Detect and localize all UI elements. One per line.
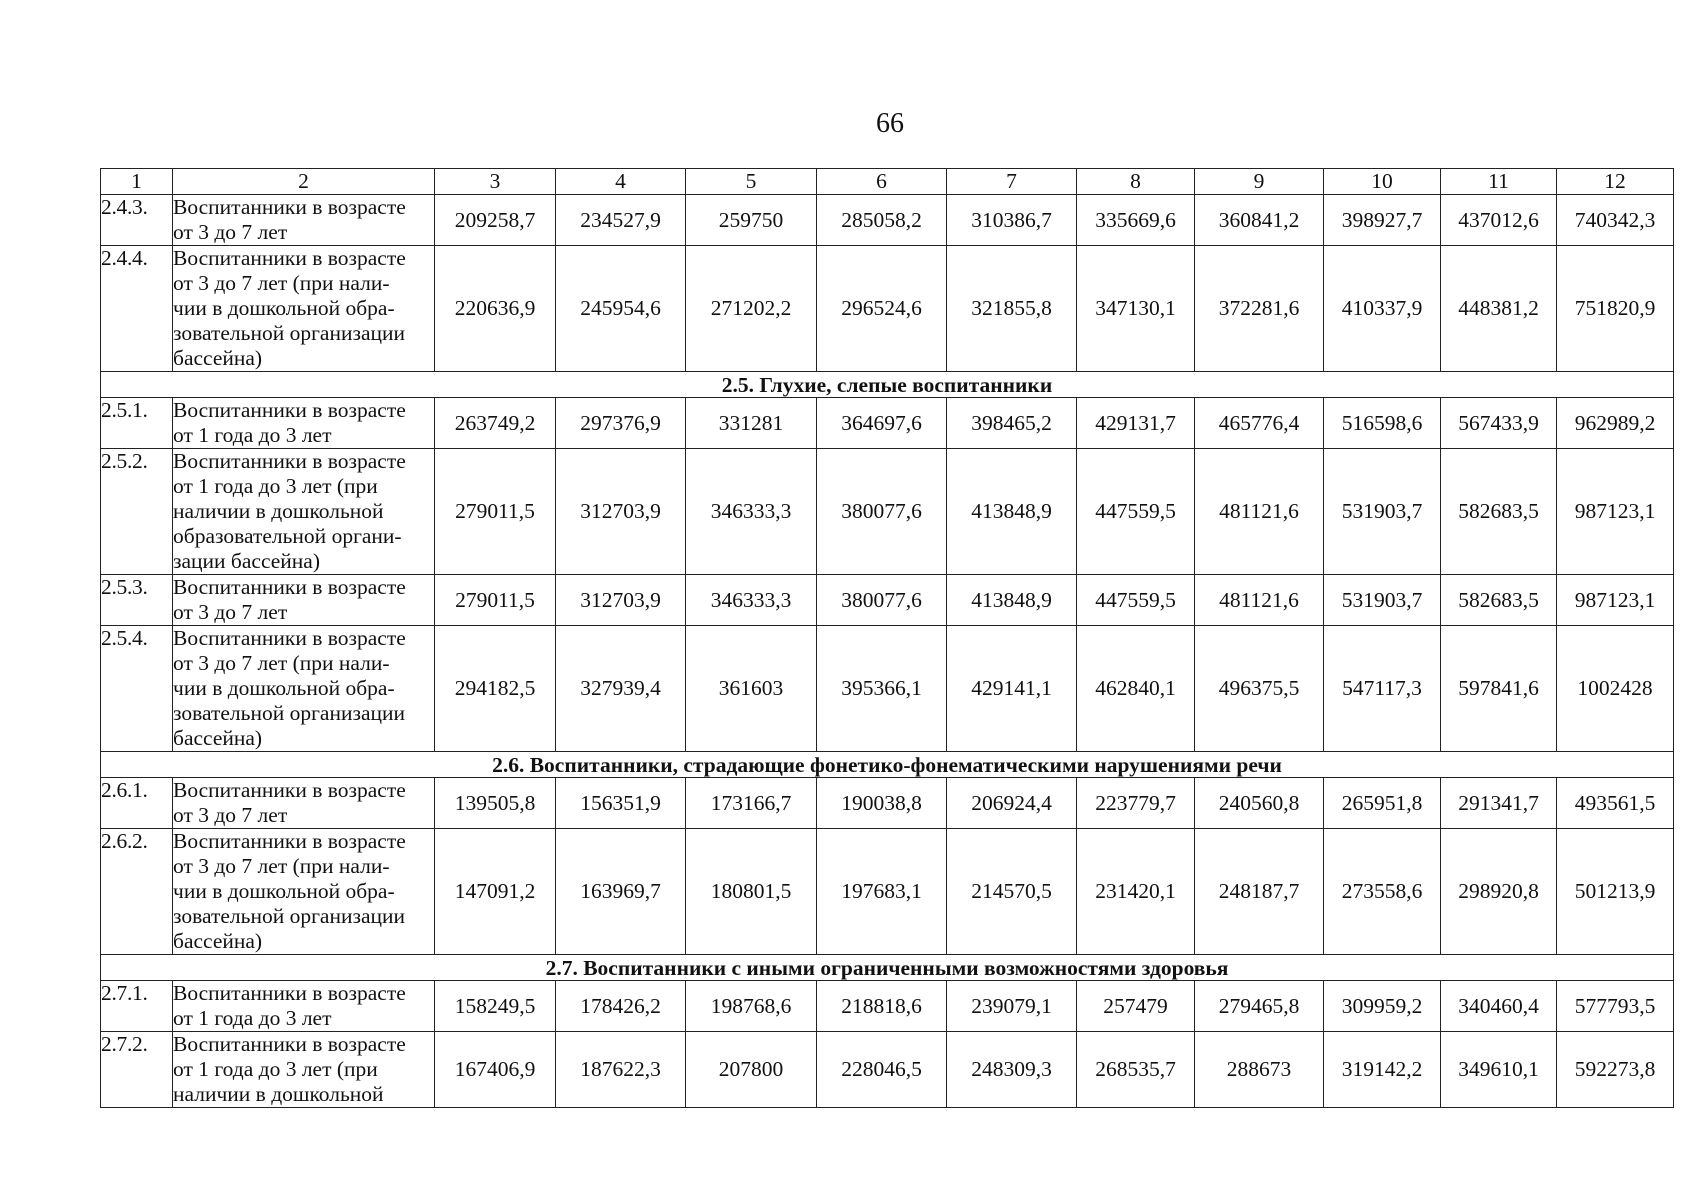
value-cell: 214570,5 <box>947 829 1077 955</box>
value-cell: 592273,8 <box>1557 1032 1674 1108</box>
value-cell: 481121,6 <box>1195 449 1324 575</box>
value-cell: 462840,1 <box>1077 626 1195 752</box>
description-line: Воспитанники в возрасте <box>173 449 406 473</box>
value-cell: 577793,5 <box>1557 981 1674 1032</box>
row-description <box>173 195 435 246</box>
table-body <box>101 169 1674 1108</box>
description-line: наличии в дошкольной <box>173 499 384 523</box>
row-number: 2.5.3. <box>101 575 173 626</box>
value-cell: 248309,3 <box>947 1032 1077 1108</box>
description-line: Воспитанники в возрасте <box>173 246 406 270</box>
description-line: от 3 до 7 лет <box>173 600 288 624</box>
description-line: чии в дошкольной обра- <box>173 296 395 320</box>
description-line: Воспитанники в возрасте <box>173 398 406 422</box>
value-cell: 448381,2 <box>1441 246 1557 372</box>
description-line: Воспитанники в возрасте <box>173 626 406 650</box>
value-cell: 209258,7 <box>435 195 556 246</box>
column-header: 2 <box>173 169 435 195</box>
value-cell: 312703,9 <box>556 449 686 575</box>
value-cell: 331281 <box>686 398 817 449</box>
value-cell: 347130,1 <box>1077 246 1195 372</box>
value-cell: 429131,7 <box>1077 398 1195 449</box>
column-header: 5 <box>686 169 817 195</box>
section-header-row <box>101 752 1674 778</box>
value-cell: 962989,2 <box>1557 398 1674 449</box>
value-cell: 496375,5 <box>1195 626 1324 752</box>
value-cell: 447559,5 <box>1077 449 1195 575</box>
description-line: от 1 года до 3 лет (при <box>173 474 378 498</box>
row-number: 2.5.1. <box>101 398 173 449</box>
table-row <box>101 778 1674 829</box>
value-cell: 437012,6 <box>1441 195 1557 246</box>
value-cell: 190038,8 <box>817 778 947 829</box>
section-title: 2.7. Воспитанники с иными ограниченными возможностями здоровья <box>101 955 1674 981</box>
value-cell: 180801,5 <box>686 829 817 955</box>
value-cell: 740342,3 <box>1557 195 1674 246</box>
row-number: 2.4.3. <box>101 195 173 246</box>
value-cell: 228046,5 <box>817 1032 947 1108</box>
description-line: от 1 года до 3 лет (при <box>173 1057 378 1081</box>
description-line: чии в дошкольной обра- <box>173 879 395 903</box>
description-line: Воспитанники в возрасте <box>173 1032 406 1056</box>
value-cell: 372281,6 <box>1195 246 1324 372</box>
value-cell: 395366,1 <box>817 626 947 752</box>
row-description <box>173 778 435 829</box>
value-cell: 167406,9 <box>435 1032 556 1108</box>
row-description <box>173 626 435 752</box>
column-header: 4 <box>556 169 686 195</box>
value-cell: 207800 <box>686 1032 817 1108</box>
value-cell: 346333,3 <box>686 575 817 626</box>
row-description <box>173 449 435 575</box>
value-cell: 239079,1 <box>947 981 1077 1032</box>
value-cell: 298920,8 <box>1441 829 1557 955</box>
description-line: от 1 года до 3 лет <box>173 423 332 447</box>
value-cell: 220636,9 <box>435 246 556 372</box>
value-cell: 321855,8 <box>947 246 1077 372</box>
table-row <box>101 195 1674 246</box>
value-cell: 327939,4 <box>556 626 686 752</box>
description-line: Воспитанники в возрасте <box>173 778 406 802</box>
description-line: от 3 до 7 лет (при нали- <box>173 854 390 878</box>
value-cell: 218818,6 <box>817 981 947 1032</box>
value-cell: 582683,5 <box>1441 449 1557 575</box>
value-cell: 410337,9 <box>1324 246 1441 372</box>
value-cell: 158249,5 <box>435 981 556 1032</box>
value-cell: 380077,6 <box>817 449 947 575</box>
column-header: 3 <box>435 169 556 195</box>
value-cell: 279465,8 <box>1195 981 1324 1032</box>
description-line: Воспитанники в возрасте <box>173 575 406 599</box>
value-cell: 147091,2 <box>435 829 556 955</box>
value-cell: 234527,9 <box>556 195 686 246</box>
value-cell: 531903,7 <box>1324 449 1441 575</box>
description-line: образовательной органи- <box>173 524 402 548</box>
value-cell: 294182,5 <box>435 626 556 752</box>
value-cell: 291341,7 <box>1441 778 1557 829</box>
column-header: 1 <box>101 169 173 195</box>
row-number: 2.7.1. <box>101 981 173 1032</box>
value-cell: 547117,3 <box>1324 626 1441 752</box>
value-cell: 156351,9 <box>556 778 686 829</box>
row-description <box>173 1032 435 1108</box>
column-header: 6 <box>817 169 947 195</box>
value-cell: 516598,6 <box>1324 398 1441 449</box>
description-line: от 3 до 7 лет <box>173 220 288 244</box>
description-line: от 3 до 7 лет <box>173 803 288 827</box>
table-row <box>101 829 1674 955</box>
value-cell: 567433,9 <box>1441 398 1557 449</box>
value-cell: 310386,7 <box>947 195 1077 246</box>
value-cell: 987123,1 <box>1557 449 1674 575</box>
value-cell: 312703,9 <box>556 575 686 626</box>
value-cell: 987123,1 <box>1557 575 1674 626</box>
section-header-row <box>101 955 1674 981</box>
row-number: 2.4.4. <box>101 246 173 372</box>
value-cell: 187622,3 <box>556 1032 686 1108</box>
value-cell: 271202,2 <box>686 246 817 372</box>
value-cell: 245954,6 <box>556 246 686 372</box>
description-line: зовательной организации <box>173 701 406 725</box>
value-cell: 335669,6 <box>1077 195 1195 246</box>
value-cell: 751820,9 <box>1557 246 1674 372</box>
value-cell: 231420,1 <box>1077 829 1195 955</box>
section-header-row <box>101 372 1674 398</box>
value-cell: 223779,7 <box>1077 778 1195 829</box>
column-header: 7 <box>947 169 1077 195</box>
row-number: 2.5.4. <box>101 626 173 752</box>
description-line: бассейна) <box>173 726 263 750</box>
value-cell: 265951,8 <box>1324 778 1441 829</box>
value-cell: 206924,4 <box>947 778 1077 829</box>
value-cell: 413848,9 <box>947 449 1077 575</box>
table-row <box>101 626 1674 752</box>
row-description <box>173 829 435 955</box>
description-line: бассейна) <box>173 929 263 953</box>
value-cell: 279011,5 <box>435 575 556 626</box>
value-cell: 279011,5 <box>435 449 556 575</box>
description-line: от 1 года до 3 лет <box>173 1006 332 1030</box>
table-row <box>101 449 1674 575</box>
value-cell: 163969,7 <box>556 829 686 955</box>
value-cell: 198768,6 <box>686 981 817 1032</box>
description-line: Воспитанники в возрасте <box>173 195 406 219</box>
column-header: 10 <box>1324 169 1441 195</box>
table-row <box>101 398 1674 449</box>
value-cell: 309959,2 <box>1324 981 1441 1032</box>
value-cell: 398927,7 <box>1324 195 1441 246</box>
table-row <box>101 1032 1674 1108</box>
description-line: Воспитанники в возрасте <box>173 981 406 1005</box>
value-cell: 259750 <box>686 195 817 246</box>
value-cell: 240560,8 <box>1195 778 1324 829</box>
value-cell: 429141,1 <box>947 626 1077 752</box>
value-cell: 501213,9 <box>1557 829 1674 955</box>
row-description <box>173 398 435 449</box>
value-cell: 248187,7 <box>1195 829 1324 955</box>
row-description <box>173 981 435 1032</box>
value-cell: 531903,7 <box>1324 575 1441 626</box>
value-cell: 297376,9 <box>556 398 686 449</box>
description-line: Воспитанники в возрасте <box>173 829 406 853</box>
row-number: 2.7.2. <box>101 1032 173 1108</box>
description-line: чии в дошкольной обра- <box>173 676 395 700</box>
value-cell: 493561,5 <box>1557 778 1674 829</box>
column-header: 9 <box>1195 169 1324 195</box>
value-cell: 481121,6 <box>1195 575 1324 626</box>
value-cell: 178426,2 <box>556 981 686 1032</box>
value-cell: 361603 <box>686 626 817 752</box>
column-header: 11 <box>1441 169 1557 195</box>
value-cell: 597841,6 <box>1441 626 1557 752</box>
value-cell: 285058,2 <box>817 195 947 246</box>
table-row <box>101 575 1674 626</box>
table-row <box>101 981 1674 1032</box>
column-header: 8 <box>1077 169 1195 195</box>
row-description <box>173 575 435 626</box>
table-row <box>101 246 1674 372</box>
value-cell: 273558,6 <box>1324 829 1441 955</box>
value-cell: 319142,2 <box>1324 1032 1441 1108</box>
description-line: от 3 до 7 лет (при нали- <box>173 651 390 675</box>
value-cell: 380077,6 <box>817 575 947 626</box>
section-title: 2.6. Воспитанники, страдающие фонетико-фонематическими нарушениями речи <box>101 752 1674 778</box>
column-header: 12 <box>1557 169 1674 195</box>
value-cell: 465776,4 <box>1195 398 1324 449</box>
description-line: бассейна) <box>173 346 263 370</box>
description-line: наличии в дошкольной <box>173 1082 384 1106</box>
description-line: зации бассейна) <box>173 549 321 573</box>
value-cell: 197683,1 <box>817 829 947 955</box>
row-number: 2.5.2. <box>101 449 173 575</box>
value-cell: 263749,2 <box>435 398 556 449</box>
value-cell: 296524,6 <box>817 246 947 372</box>
value-cell: 346333,3 <box>686 449 817 575</box>
value-cell: 413848,9 <box>947 575 1077 626</box>
row-number: 2.6.1. <box>101 778 173 829</box>
value-cell: 288673 <box>1195 1032 1324 1108</box>
row-number: 2.6.2. <box>101 829 173 955</box>
value-cell: 360841,2 <box>1195 195 1324 246</box>
value-cell: 340460,4 <box>1441 981 1557 1032</box>
value-cell: 1002428 <box>1557 626 1674 752</box>
value-cell: 398465,2 <box>947 398 1077 449</box>
description-line: зовательной организации <box>173 321 406 345</box>
value-cell: 364697,6 <box>817 398 947 449</box>
description-line: от 3 до 7 лет (при нали- <box>173 271 390 295</box>
value-cell: 257479 <box>1077 981 1195 1032</box>
section-title: 2.5. Глухие, слепые воспитанники <box>101 372 1674 398</box>
value-cell: 349610,1 <box>1441 1032 1557 1108</box>
value-cell: 447559,5 <box>1077 575 1195 626</box>
value-cell: 173166,7 <box>686 778 817 829</box>
tariff-table <box>100 168 1674 1108</box>
column-number-header-row <box>101 169 1674 195</box>
value-cell: 268535,7 <box>1077 1032 1195 1108</box>
page-number: 66 <box>876 108 904 139</box>
row-description <box>173 246 435 372</box>
value-cell: 582683,5 <box>1441 575 1557 626</box>
description-line: зовательной организации <box>173 904 406 928</box>
value-cell: 139505,8 <box>435 778 556 829</box>
